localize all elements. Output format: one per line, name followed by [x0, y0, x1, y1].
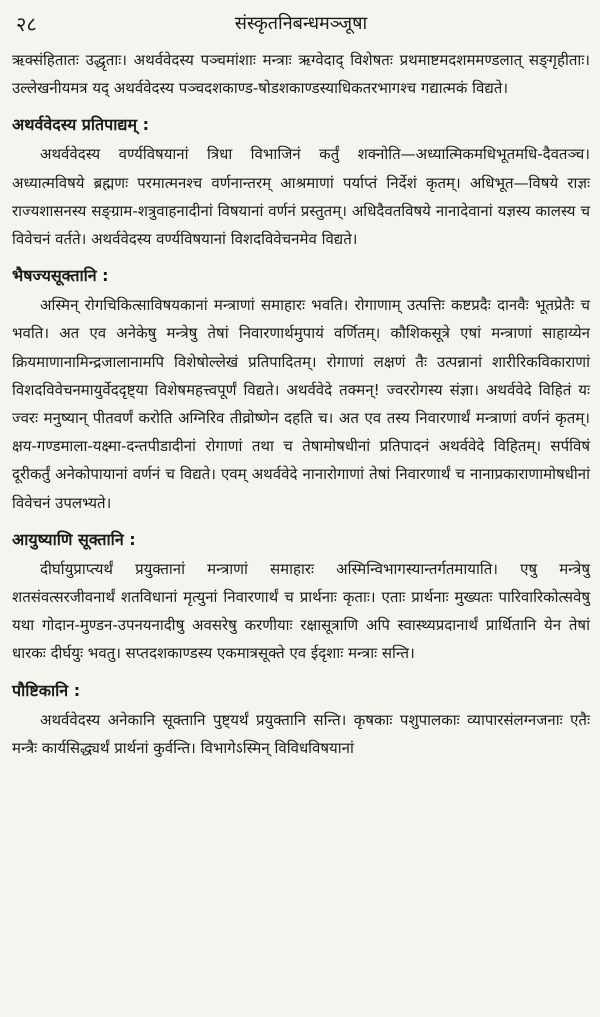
section-paragraph-ayushya-suktas: दीर्घायुप्राप्त्यर्थं प्रयुक्तानां मन्त्राणां समाहारः अस्मिन्विभागस्यान्तर्गतमायाति। एषु मन्त्रेषु शतसंवत्सरजीवनार्थं शतविधानां मृत्युनां निवारणार्थं च प्रार्थनाः कृताः। एताः प्रार्थनाः मुख्यतः पारिवारिकोत्सवेषु यथा गोदान-मुण्डन-उपनयनादीषु अवसरेषु करणीयाः रक्षासूत्राणि अपि स्वास्थ्यप्रदानार्थं प्रार्थितानि येन तेषां धारकः दीर्घयुः भवतु। सप्तदशकाण्डस्य एकमात्रसूक्ते एव ईदृशाः मन्त्राः सन्ति।: [12, 559, 590, 663]
running-title: संस्कृतनिबन्धमञ्जूषा: [234, 13, 368, 34]
section-heading-ayushya-suktas: आयुष्याणि सूक्तानि :: [12, 529, 136, 549]
intro-paragraph: ऋक्संहितातः उद्धृताः। अथर्ववेदस्य पञ्चमांशाः मन्त्राः ऋग्वेदाद् विशेषतः प्रथमाष्टमदशममण्डलात् सङ्गृहीताः। उल्लेखनीयमत्र यद् अथर्ववेदस्य पञ्चदशकाण्ड-षोडशकाण्डस्याधिकतरभागश्च गद्यात्मकं विद्यते।: [12, 51, 590, 98]
section-heading-bhaishajya-suktas: भैषज्यसूक्तानि :: [12, 266, 109, 286]
page-number: २८: [16, 12, 37, 36]
section-heading-paushtika: पौष्टिकानि :: [12, 680, 81, 700]
section-paragraph-paushtika: अथर्ववेदस्य अनेकानि सूक्तानि पुष्ट्यर्थं प्रयुक्तानि सन्ति। कृषकाः पशुपालकाः व्यापारसंलग्नजनाः एतैः मन्त्रैः कार्यसिद्ध्यर्थं प्रार्थनां कुर्वन्ति। विभागेऽस्मिन् विविधविषयानां: [12, 710, 590, 757]
section-paragraph-bhaishajya-suktas: अस्मिन् रोगचिकित्साविषयकानां मन्त्राणां समाहारः भवति। रोगाणाम् उत्पत्तिः कष्टप्रदैः दानवैः भूतप्रेतैः च भवति। अत एव अनेकेषु मन्त्रेषु तेषां निवारणार्थमुपायं वर्णितम्। कौशिकसूत्रे एषां मन्त्राणां साहाय्येन क्रियमाणानामिन्द्रजालानामपि विशेषोल्लेखं प्रतिपादितम्। रोगाणां लक्षणं तैः उत्पन्नानां शारीरिकविकाराणां विशदविवेचनमायुर्वेददृष्ट्या विशेषमहत्त्वपूर्णं विद्यते। अथर्ववेदे तक्मन्! ज्वररोगस्य संज्ञा। अथर्ववेदे विहितं यः ज्वरः मनुष्यान् पीतवर्णं करोति अग्निरिव तीव्रोष्णेन दहति च। अत एव तस्य निवारणार्थं मन्त्राणां वर्णनं कृतम्। क्षय-गण्डमाला-यक्ष्मा-दन्तपीडादीनां रोगाणां तथा च तेषामोषधीनां प्रतिपादनं अथर्ववेदे विहितम्। सर्पविषं दूरीकर्तुं अनेकोपायानां वर्णनं च विद्यते। एवम् अथर्ववेदे नानारोगाणां तेषां निवारणार्थं च नानाप्रकाराणामोषधीनां विवेचनं उपलभ्यते।: [12, 296, 590, 512]
section-paragraph-atharvaveda-subject: अथर्ववेदस्य वर्ण्यविषयानां त्रिधा विभाजिनं कर्तुं शक्नोति—अध्यात्मिकमधिभूतमधि-दैवतञ्च। अध्यात्मविषये ब्रह्मणः परमात्मनश्च वर्णनान्तरम् आश्रमाणां पर्याप्तं निर्देशं कृतम्। अधिभूत—विषये राज्ञः राज्यशासनस्य सङ्ग्राम-शत्रुवाहनादीनां विषयानां वर्णनं प्रस्तुतम्। अधिदैवतविषये नानादेवानां यज्ञस्य कालस्य च विवेचनं वर्तते। अथर्ववेदस्य वर्ण्यविषयानां विशदविवेचनमेव विद्यते।: [12, 145, 590, 249]
page-header: [12, 12, 590, 38]
section-heading-atharvaveda-subject: अथर्ववेदस्य प्रतिपाद्यम् :: [12, 115, 150, 135]
